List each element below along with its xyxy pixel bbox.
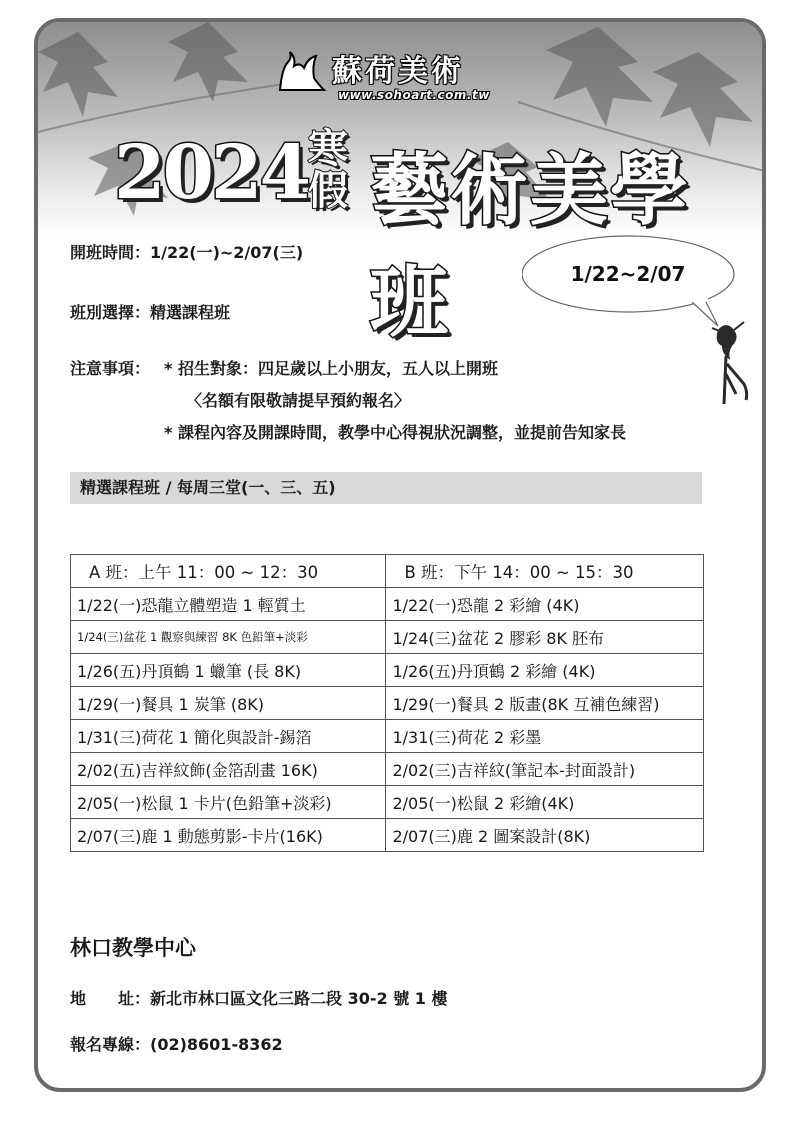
period-label: 開班時間： bbox=[70, 243, 151, 262]
class-a-cell: 2/07(三)鹿 1 動態剪影-卡片(16K) bbox=[71, 819, 386, 852]
headline-season-bottom: 假 bbox=[308, 167, 348, 214]
class-a-cell: 1/22(一)恐龍立體塑造 1 輕質土 bbox=[71, 588, 386, 621]
phone-line bbox=[70, 1032, 283, 1055]
center-name: 林口教學中心 bbox=[70, 936, 196, 960]
headline-title: 藝術美學班 bbox=[370, 145, 691, 348]
header-class-b: B 班：下午 14：00 ~ 15：30 bbox=[386, 555, 704, 588]
headline-season-top: 寒 bbox=[308, 125, 348, 172]
brand-name: 蘇荷美術 bbox=[332, 54, 464, 89]
class-b-cell: 2/07(三)鹿 2 圖案設計(8K) bbox=[386, 819, 704, 852]
brand-url: www.sohoart.com.tw bbox=[338, 88, 490, 102]
class-a-cell: 1/29(一)餐具 1 炭筆 (8K) bbox=[71, 687, 386, 720]
table-row bbox=[71, 621, 704, 654]
table-row bbox=[71, 588, 704, 621]
note-item-3: * 課程內容及開課時間，教學中心得視狀況調整，並提前告知家長 bbox=[164, 423, 626, 442]
address-line bbox=[70, 986, 447, 1009]
headline-year: 2024 bbox=[114, 130, 308, 216]
class-b-cell: 1/26(五)丹頂鶴 2 彩繪 (4K) bbox=[386, 654, 704, 687]
class-b-cell: 1/31(三)荷花 2 彩墨 bbox=[386, 720, 704, 753]
poster-frame bbox=[34, 18, 766, 1092]
table-header-row bbox=[71, 555, 704, 588]
logo-figure-icon bbox=[274, 48, 328, 94]
table-row bbox=[71, 819, 704, 852]
bubble-date-range: 1/22~2/07 bbox=[570, 262, 686, 286]
class-value: 精選課程班 bbox=[150, 303, 231, 322]
period-value: 1/22(一)~2/07(三) bbox=[150, 243, 304, 262]
phone-value: (02)8601-8362 bbox=[150, 1035, 283, 1054]
class-a-cell: 1/26(五)丹頂鶴 1 蠟筆 (長 8K) bbox=[71, 654, 386, 687]
class-b-cell: 2/05(一)松鼠 2 彩繪(4K) bbox=[386, 786, 704, 819]
table-row bbox=[71, 720, 704, 753]
class-a-cell: 2/05(一)松鼠 1 卡片(色鉛筆+淡彩) bbox=[71, 786, 386, 819]
notes-label: 注意事項： bbox=[70, 359, 151, 378]
class-a-cell: 2/02(五)吉祥紋飾(金箔刮畫 16K) bbox=[71, 753, 386, 786]
schedule-table bbox=[70, 554, 704, 852]
class-b-cell: 2/02(三)吉祥紋(筆記本-封面設計) bbox=[386, 753, 704, 786]
class-b-cell: 1/24(三)盆花 2 膠彩 8K 胚布 bbox=[386, 621, 704, 654]
address-label: 地 址： bbox=[70, 989, 151, 1008]
table-row bbox=[71, 654, 704, 687]
table-row bbox=[71, 687, 704, 720]
class-b-cell: 1/29(一)餐具 2 版畫(8K 互補色練習) bbox=[386, 687, 704, 720]
class-label: 班別選擇： bbox=[70, 303, 151, 322]
period-line bbox=[70, 240, 303, 263]
phone-label: 報名專線： bbox=[70, 1035, 151, 1054]
header-class-a: A 班：上午 11：00 ~ 12：30 bbox=[71, 555, 386, 588]
class-a-cell: 1/24(三)盆花 1 觀察與練習 8K 色鉛筆+淡彩 bbox=[71, 621, 386, 654]
note-item-1: * 招生對象：四足歲以上小朋友，五人以上開班 bbox=[164, 359, 498, 378]
section-title-bar: 精選課程班 / 每周三堂(一、三、五) bbox=[70, 472, 702, 504]
headline-season bbox=[308, 125, 368, 214]
note-item-2: 〈名額有限敬請提早預約報名〉 bbox=[186, 391, 411, 410]
class-b-cell: 1/22(一)恐龍 2 彩繪 (4K) bbox=[386, 588, 704, 621]
table-row bbox=[71, 786, 704, 819]
class-a-cell: 1/31(三)荷花 1 簡化與設計-錫箔 bbox=[71, 720, 386, 753]
table-row bbox=[71, 753, 704, 786]
class-line bbox=[70, 300, 230, 323]
address-value: 新北市林口區文化三路二段 30-2 號 1 樓 bbox=[150, 989, 448, 1008]
brand-logo bbox=[274, 44, 534, 114]
date-speech-bubble bbox=[522, 234, 766, 428]
